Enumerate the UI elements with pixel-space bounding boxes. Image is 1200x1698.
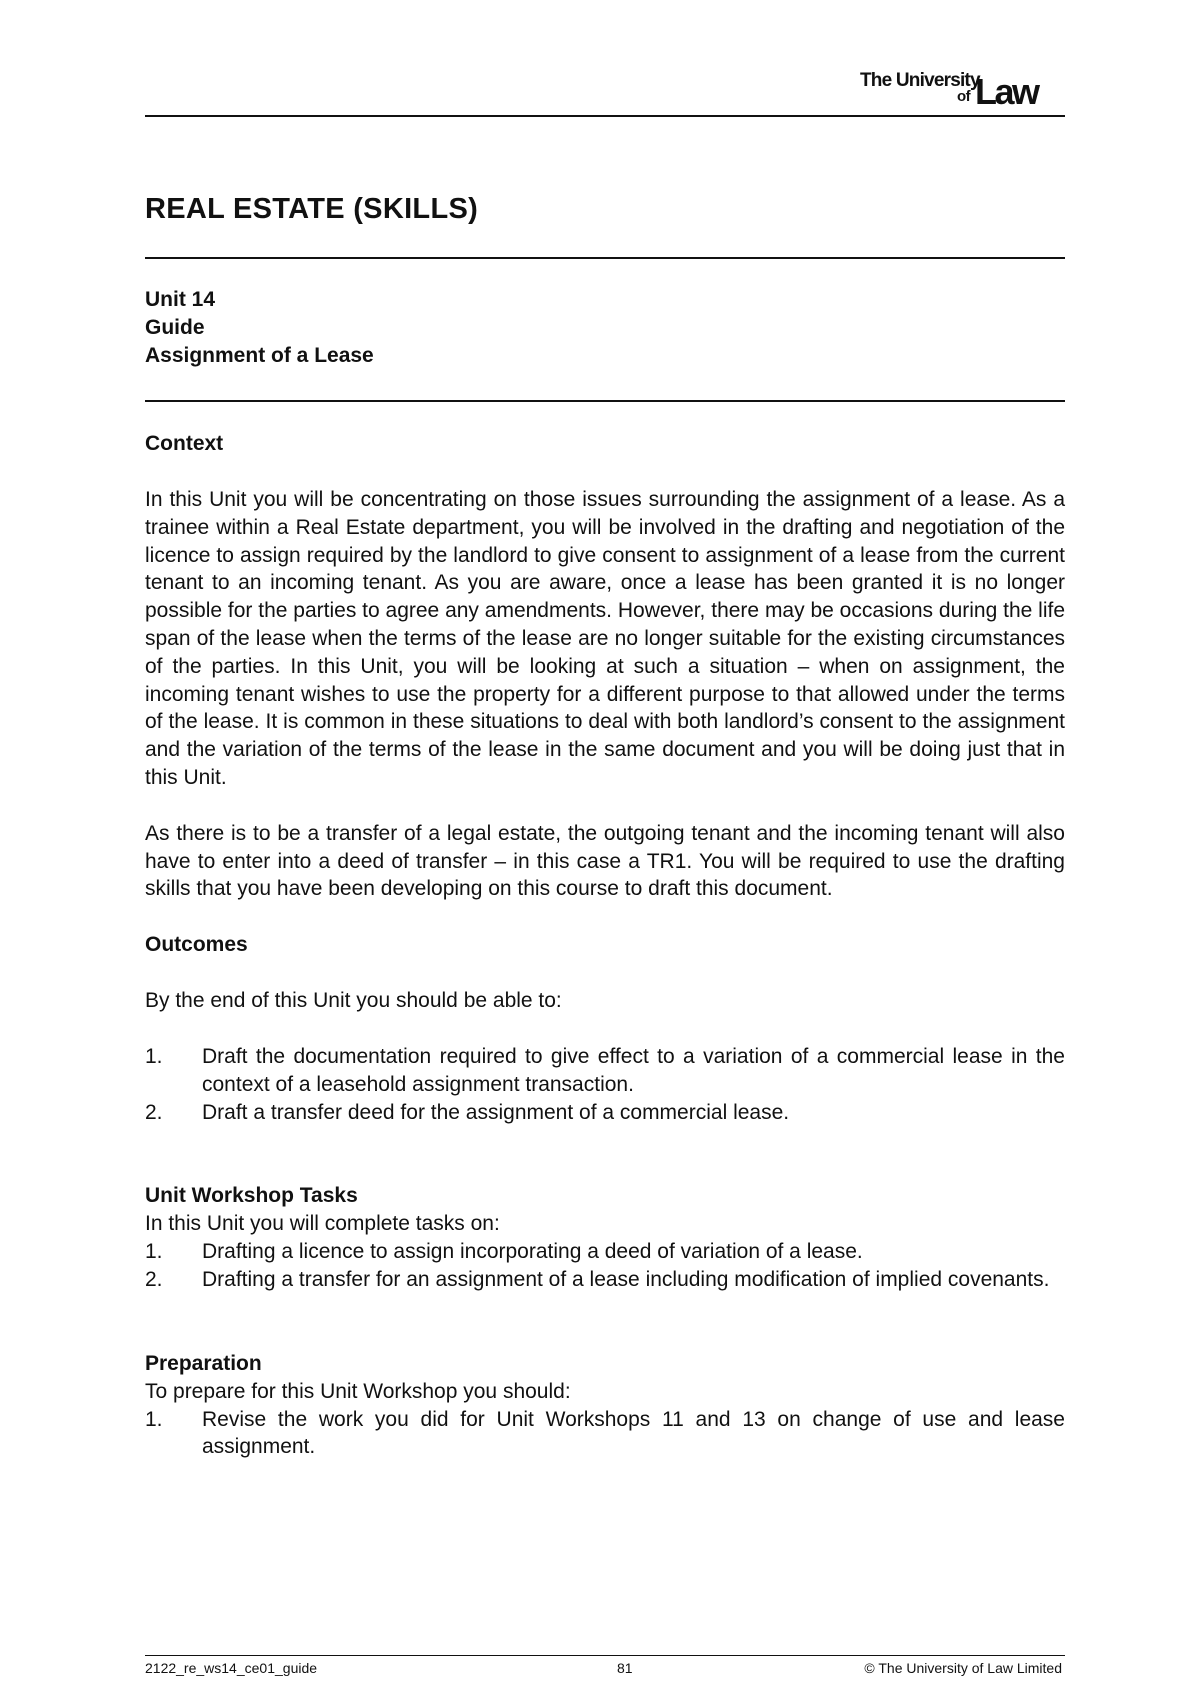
tasks-list bbox=[145, 1238, 1065, 1294]
outcomes-list bbox=[145, 1043, 1065, 1126]
outcomes-intro: By the end of this Unit you should be able to: bbox=[145, 989, 562, 1013]
tasks-intro: In this Unit you will complete tasks on: bbox=[145, 1212, 500, 1236]
logo-line-3: Law bbox=[975, 71, 1038, 112]
preparation-heading: Preparation bbox=[145, 1351, 262, 1375]
list-item bbox=[145, 1099, 1065, 1127]
guide-content bbox=[145, 430, 1065, 1461]
unit-number: Unit 14 bbox=[145, 288, 216, 311]
unit-subject: Assignment of a Lease bbox=[145, 344, 374, 367]
list-text: Drafting a licence to assign incorporating a deed of variation of a lease. bbox=[202, 1240, 863, 1264]
page-title: REAL ESTATE (SKILLS) bbox=[145, 193, 479, 225]
list-item bbox=[145, 1406, 1065, 1462]
list-item bbox=[145, 1238, 1065, 1266]
list-number: 1. bbox=[145, 1240, 163, 1264]
list-number: 2. bbox=[145, 1267, 163, 1291]
header-rule bbox=[145, 115, 1065, 117]
tasks-heading: Unit Workshop Tasks bbox=[145, 1184, 358, 1208]
title-rule bbox=[145, 257, 1065, 259]
list-number: 2. bbox=[145, 1100, 163, 1124]
logo-line-1: The University bbox=[860, 70, 980, 91]
footer-rule bbox=[145, 1655, 1065, 1656]
context-paragraph: In this Unit you will be concentrating on those issues surrounding the assignment of a lease. As a trainee within a Real Estate department, you will be involved in the drafting and negotiation of the licence to assign required by the landlord to give consent to assignment of a lease from the current tenant to an incoming tenant. As you are aware, once a lease has been granted it is no longer possible for the parties to agree any amendments. However, there may be occasions during the life span of the lease when the terms of the lease are no longer suitable for the existing circumstances of the parties. In this Unit, you will be looking at such a situation – when on assignment, the incoming tenant wishes to use the property for a different purpose to that allowed under the terms of the lease. It is common in these situations to deal with both landlord’s consent to the assignment and the variation of the terms of the lease in the same document and you will be doing just that in this Unit. bbox=[145, 488, 1065, 789]
list-item bbox=[145, 1043, 1065, 1099]
preparation-intro: To prepare for this Unit Workshop you should: bbox=[145, 1379, 571, 1403]
meta-rule bbox=[145, 400, 1065, 402]
list-item bbox=[145, 1266, 1065, 1294]
document-code: 2122_re_ws14_ce01_guide bbox=[145, 1660, 318, 1676]
document-type: Guide bbox=[145, 316, 205, 339]
list-text: Draft the documentation required to give effect to a variation of a commercial lease in the context of a leasehold assignment transaction. bbox=[202, 1044, 1065, 1096]
page-number: 81 bbox=[617, 1660, 633, 1676]
list-text: Revise the work you did for Unit Workshops 11 and 13 on change of use and lease assignment. bbox=[202, 1407, 1065, 1459]
copyright-notice: © The University of Law Limited bbox=[864, 1660, 1062, 1676]
unit-meta bbox=[145, 286, 374, 370]
preparation-list bbox=[145, 1406, 1065, 1462]
context-paragraph: As there is to be a transfer of a legal estate, the outgoing tenant and the incoming tenant will also have to enter into a deed of transfer – in this case a TR1. You will be required to use the drafting skills that you have been developing on this course to draft this document. bbox=[145, 821, 1065, 901]
list-text: Draft a transfer deed for the assignment of a commercial lease. bbox=[202, 1100, 790, 1124]
list-number: 1. bbox=[145, 1407, 163, 1431]
outcomes-heading: Outcomes bbox=[145, 933, 248, 957]
logo-line-2: of bbox=[957, 88, 971, 105]
context-heading: Context bbox=[145, 432, 224, 455]
university-logo bbox=[860, 66, 1065, 112]
list-number: 1. bbox=[145, 1044, 163, 1068]
list-text: Drafting a transfer for an assignment of a lease including modification of implied covenants. bbox=[202, 1267, 1050, 1291]
